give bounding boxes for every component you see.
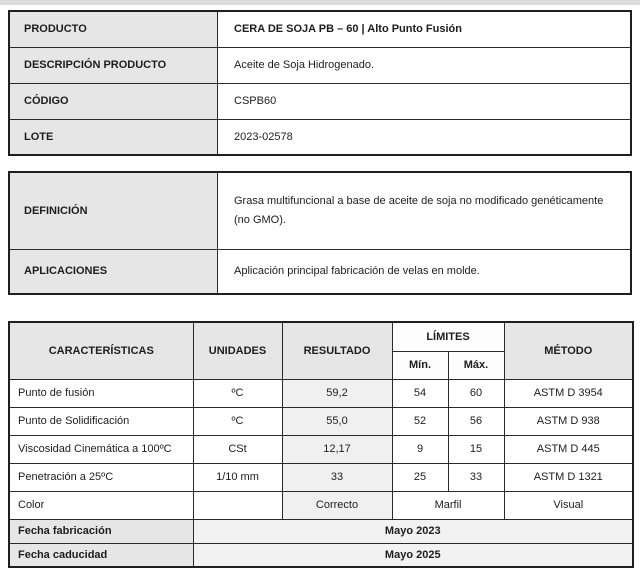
- description-value: Aceite de Soja Hidrogenado.: [218, 47, 632, 83]
- limit-max: 33: [448, 463, 504, 491]
- col-header-characteristics: CARACTERÍSTICAS: [9, 322, 193, 379]
- table-row: [9, 543, 633, 567]
- result-value: 12,17: [282, 435, 392, 463]
- limit-max: 56: [448, 407, 504, 435]
- col-header-units: UNIDADES: [193, 322, 282, 379]
- method-value: ASTM D 938: [504, 407, 633, 435]
- scan-edge-artifact: [0, 0, 640, 5]
- limit-min: 54: [392, 379, 448, 407]
- col-header-min: Mín.: [392, 351, 448, 379]
- unit-value: ºC: [193, 407, 282, 435]
- unit-value: ºC: [193, 379, 282, 407]
- definition-value: Grasa multifuncional a base de aceite de soja no modificado genéticamente (no GMO).: [218, 172, 632, 249]
- lot-label: LOTE: [9, 119, 218, 155]
- definition-table: [8, 171, 632, 295]
- table-row: [9, 119, 631, 155]
- col-header-result: RESULTADO: [282, 322, 392, 379]
- table-row: [9, 519, 633, 543]
- manufacture-date-label: Fecha fabricación: [9, 519, 193, 543]
- header-row: [9, 322, 633, 351]
- table-row: [9, 379, 633, 407]
- manufacture-date-value: Mayo 2023: [193, 519, 633, 543]
- table-row: [9, 491, 633, 519]
- result-value: 59,2: [282, 379, 392, 407]
- table-row: [9, 463, 633, 491]
- method-value: ASTM D 445: [504, 435, 633, 463]
- document-body: [8, 10, 632, 568]
- definition-label: DEFINICIÓN: [9, 172, 218, 249]
- method-value: Visual: [504, 491, 633, 519]
- applications-label: APLICACIONES: [9, 249, 218, 294]
- characteristic-name: Viscosidad Cinemática a 100ºC: [9, 435, 193, 463]
- limit-max: 60: [448, 379, 504, 407]
- limit-min: 52: [392, 407, 448, 435]
- table-row: [9, 11, 631, 47]
- product-label: PRODUCTO: [9, 11, 218, 47]
- description-label: DESCRIPCIÓN PRODUCTO: [9, 47, 218, 83]
- expiry-date-value: Mayo 2025: [193, 543, 633, 567]
- method-value: ASTM D 1321: [504, 463, 633, 491]
- col-header-max: Máx.: [448, 351, 504, 379]
- table-row: [9, 172, 631, 249]
- product-info-table: [8, 10, 632, 156]
- limit-min: 25: [392, 463, 448, 491]
- characteristic-name: Punto de Solidificación: [9, 407, 193, 435]
- code-value: CSPB60: [218, 83, 632, 119]
- code-label: CÓDIGO: [9, 83, 218, 119]
- characteristic-name: Penetración a 25ºC: [9, 463, 193, 491]
- table-row: [9, 249, 631, 294]
- method-value: ASTM D 3954: [504, 379, 633, 407]
- result-value: 55,0: [282, 407, 392, 435]
- col-header-limits: LÍMITES: [392, 322, 504, 351]
- unit-value: [193, 491, 282, 519]
- characteristic-name: Color: [9, 491, 193, 519]
- applications-value: Aplicación principal fabricación de velas en molde.: [218, 249, 632, 294]
- unit-value: CSt: [193, 435, 282, 463]
- col-header-method: MÉTODO: [504, 322, 633, 379]
- limit-merged: Marfil: [392, 491, 504, 519]
- limit-max: 15: [448, 435, 504, 463]
- unit-value: 1/10 mm: [193, 463, 282, 491]
- result-value: Correcto: [282, 491, 392, 519]
- table-row: [9, 435, 633, 463]
- table-row: [9, 83, 631, 119]
- table-row: [9, 407, 633, 435]
- limit-min: 9: [392, 435, 448, 463]
- product-value: CERA DE SOJA PB – 60 | Alto Punto Fusión: [218, 11, 632, 47]
- characteristics-table: [8, 321, 634, 568]
- characteristic-name: Punto de fusión: [9, 379, 193, 407]
- result-value: 33: [282, 463, 392, 491]
- expiry-date-label: Fecha caducidad: [9, 543, 193, 567]
- table-row: [9, 47, 631, 83]
- lot-value: 2023-02578: [218, 119, 632, 155]
